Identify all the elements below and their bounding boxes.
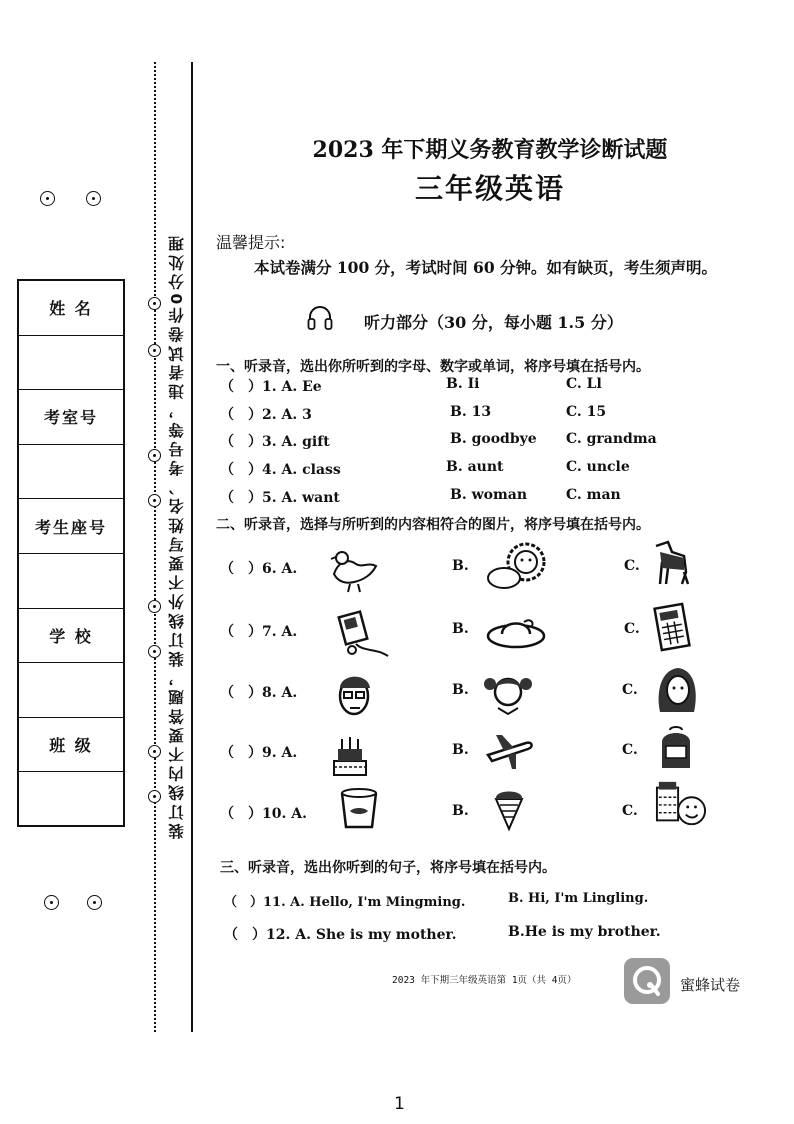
question-8: （ ）8. A. — [220, 685, 298, 701]
binding-mark-icon — [148, 745, 161, 758]
name-field[interactable] — [19, 336, 123, 391]
brand-logo-icon — [624, 958, 670, 1004]
question-5: （ ）5. A. want — [220, 490, 340, 506]
binding-mark-icon — [148, 645, 161, 658]
jar-face-icon — [652, 778, 710, 830]
question-1: （ ）1. A. Ee — [220, 379, 322, 395]
woman-icon — [654, 664, 700, 716]
calculator-icon — [650, 602, 694, 654]
seat-number-label: 考生座号 — [19, 499, 123, 554]
backpack-icon — [656, 724, 696, 776]
question-4: （ ）4. A. class — [220, 462, 341, 478]
question-2: （ ）2. A. 3 — [220, 407, 312, 423]
horse-icon — [648, 538, 694, 590]
tips-text: 本试卷满分 100 分，考试时间 60 分钟。如有缺页，考生须声明。 — [254, 258, 718, 277]
question-3: （ ）3. A. gift — [220, 434, 330, 450]
school-label: 学 校 — [19, 609, 123, 664]
page-number: 1 — [394, 1094, 405, 1114]
punch-hole-icon — [40, 191, 55, 206]
option-b: B. — [452, 682, 469, 698]
option-b: B. Ii — [446, 376, 480, 392]
option-b: B. woman — [450, 487, 528, 503]
option-c: C. man — [566, 487, 621, 503]
room-number-field[interactable] — [19, 445, 123, 500]
cake-icon — [330, 730, 370, 782]
option-c: C. 15 — [566, 404, 607, 420]
brand-name: 蜜蜂试卷 — [680, 976, 741, 994]
option-c: C. uncle — [566, 459, 630, 475]
option-b: B.He is my brother. — [508, 924, 661, 940]
ice-cream-icon — [490, 782, 528, 834]
question-7: （ ）7. A. — [220, 624, 298, 640]
hat-icon — [484, 606, 548, 658]
name-label: 姓 名 — [19, 281, 123, 336]
punch-hole-icon — [87, 895, 102, 910]
part2-title: 二、听录音，选择与所听到的内容相符合的图片，将序号填在括号内。 — [216, 517, 650, 533]
option-b: B. goodbye — [450, 431, 537, 447]
bird-icon — [328, 544, 382, 596]
option-c: C. Ll — [566, 376, 602, 392]
class-field[interactable] — [19, 772, 123, 827]
option-c: C. — [622, 682, 638, 698]
option-b: B. — [452, 621, 469, 637]
binding-mark-icon — [148, 494, 161, 507]
option-b: B. — [452, 742, 469, 758]
option-c: C. — [622, 742, 638, 758]
binding-mark-icon — [148, 790, 161, 803]
question-10: （ ）10. A. — [220, 806, 307, 822]
option-c: C. — [622, 803, 638, 819]
option-c: C. — [624, 621, 640, 637]
part3-title: 三、听录音，选出你听到的句子，将序号填在括号内。 — [220, 860, 556, 876]
headphones-icon — [306, 304, 334, 332]
punch-hole-icon — [86, 191, 101, 206]
binding-mark-icon — [148, 449, 161, 462]
girl-icon — [482, 668, 534, 720]
binding-mark-icon — [148, 344, 161, 357]
lion-icon — [486, 540, 548, 592]
question-11: （ ）11. A. Hello, I'm Mingming. — [224, 895, 466, 910]
option-c: C. — [624, 558, 640, 574]
question-6: （ ）6. A. — [220, 561, 298, 577]
exam-title: 2023 年下期义务教育教学诊断试题 — [312, 137, 668, 163]
punch-hole-icon — [44, 895, 59, 910]
subject-title: 三年级英语 — [414, 172, 565, 205]
option-b: B. — [452, 558, 469, 574]
cup-icon — [338, 784, 384, 836]
option-b: B. Hi, I'm Lingling. — [508, 891, 649, 906]
seat-number-field[interactable] — [19, 554, 123, 609]
school-field[interactable] — [19, 663, 123, 718]
class-label: 班 级 — [19, 718, 123, 773]
mp3-player-icon — [336, 608, 392, 660]
student-info-table — [17, 279, 125, 827]
plane-icon — [482, 726, 536, 778]
option-b: B. — [452, 803, 469, 819]
binding-warning: 装订线内不要答题，装订线外不要写姓名、考号等，违者试卷作0分处理 — [168, 232, 186, 840]
listening-heading: 听力部分（30 分，每小题 1.5 分） — [364, 313, 623, 332]
page-footer: 2023 年下期三年级英语第 1页（共 4页） — [392, 975, 577, 986]
binding-dotted-line — [154, 62, 156, 1032]
room-number-label: 考室号 — [19, 390, 123, 445]
question-12: （ ）12. A. She is my mother. — [224, 927, 457, 943]
option-c: C. grandma — [566, 431, 657, 447]
option-b: B. aunt — [446, 459, 504, 475]
binding-mark-icon — [148, 297, 161, 310]
man-glasses-icon — [330, 668, 380, 720]
tips-label: 温馨提示: — [216, 233, 286, 252]
part1-title: 一、听录音，选出你所听到的字母、数字或单词，将序号填在括号内。 — [216, 359, 650, 375]
option-b: B. 13 — [450, 404, 492, 420]
question-9: （ ）9. A. — [220, 745, 298, 761]
binding-mark-icon — [148, 600, 161, 613]
